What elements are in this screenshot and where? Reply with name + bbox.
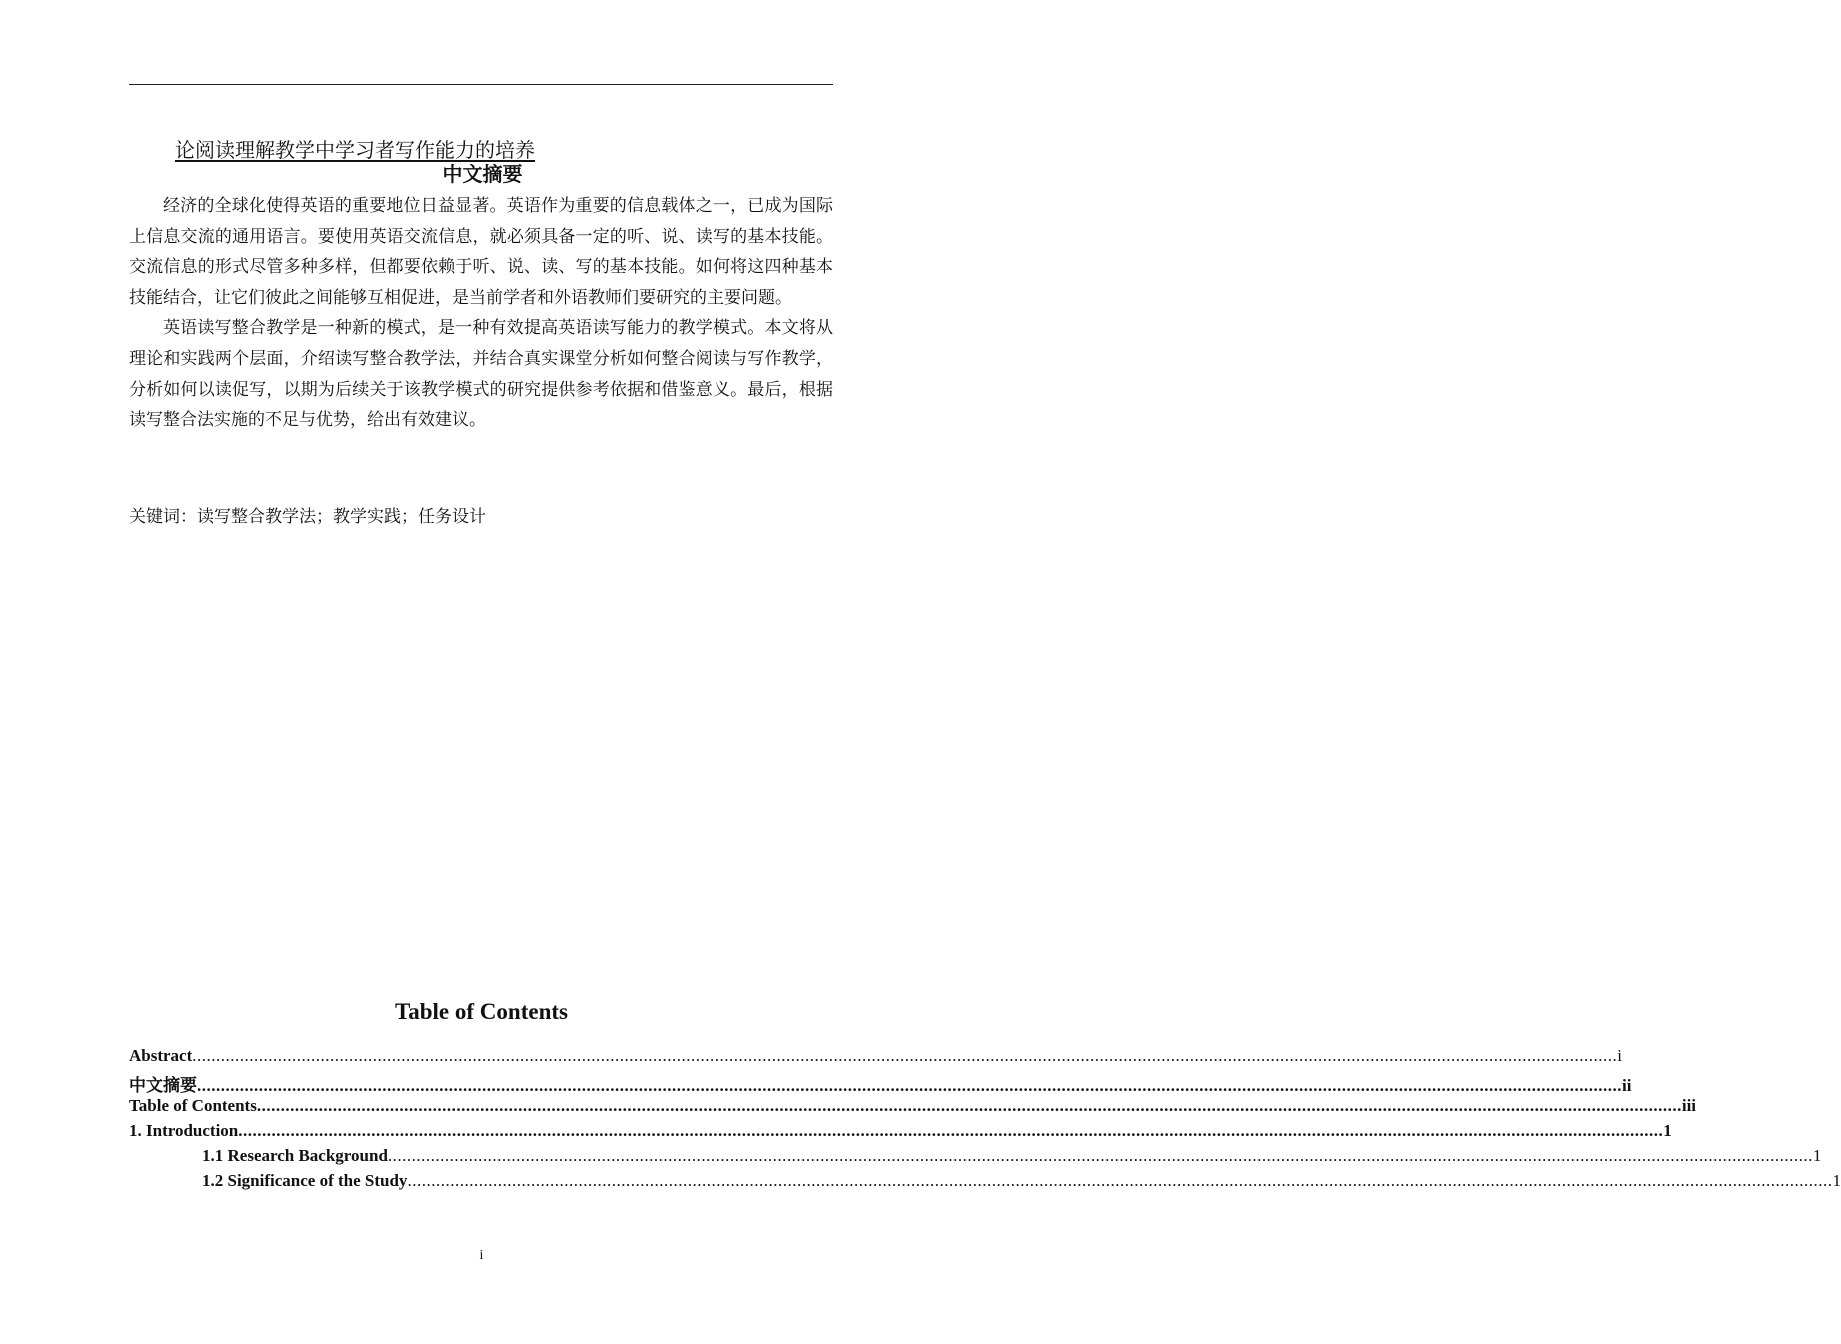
toc-entry-label: 1.1 Research Background — [202, 1146, 388, 1165]
toc-entry-page: i — [1617, 1046, 1622, 1065]
toc-entry-label: Table of Contents — [129, 1096, 257, 1115]
toc-entry-label: Abstract — [129, 1046, 193, 1065]
header-rule — [129, 84, 833, 85]
toc-entry-page: 1 — [1663, 1121, 1672, 1140]
toc-entry-label: 1.2 Significance of the Study — [202, 1171, 408, 1190]
toc-leader-dots: ............................................................................................................................................................................................................................................................................................................ — [238, 1121, 1664, 1140]
toc-entry-research-background[interactable] — [129, 1146, 1822, 1171]
toc-entry-label: 中文摘要 — [129, 1076, 197, 1096]
toc-leader-dots: ............................................................................................................................................................................................................................................................................................................ — [407, 1171, 1833, 1190]
abstract-body — [129, 191, 833, 436]
toc-title: Table of Contents — [395, 999, 568, 1024]
abstract-paragraph: 英语读写整合教学是一种新的模式，是一种有效提高英语读写能力的教学模式。本文将从理论和实践两个层面，介绍读写整合教学法，并结合真实课堂分析如何整合阅读与写作教学，分析如何以读促写，以期为后续关于该教学模式的研究提供参考依据和借鉴意义。最后，根据读写整合法实施的不足与优势，给出有效建议。 — [129, 318, 833, 431]
toc-entry-chinese-abstract[interactable] — [129, 1071, 1632, 1096]
abstract-heading: 中文摘要 — [442, 162, 523, 186]
toc-leader-dots: ............................................................................................................................................................................................................................................................................................................ — [192, 1046, 1618, 1065]
toc-entry-introduction[interactable] — [129, 1121, 1672, 1146]
toc-leader-dots: ............................................................................................................................................................................................................................................................................................................ — [387, 1146, 1813, 1165]
toc-entry-table-of-contents[interactable] — [129, 1096, 1697, 1121]
toc-entry-page: iii — [1681, 1096, 1697, 1115]
toc-list — [129, 1046, 1841, 1196]
page-number: i — [479, 1248, 484, 1263]
toc-entry-significance[interactable] — [129, 1171, 1841, 1196]
keywords-line: 关键词：读写整合教学法；教学实践；任务设计 — [129, 507, 486, 527]
toc-entry-page: 1 — [1832, 1171, 1841, 1190]
toc-leader-dots: ............................................................................................................................................................................................................................................................................................................ — [197, 1076, 1622, 1095]
toc-entry-page: 1 — [1812, 1146, 1822, 1165]
document-title: 论阅读理解教学中学习者写作能力的培养 — [175, 138, 535, 162]
abstract-paragraph: 经济的全球化使得英语的重要地位日益显著。英语作为重要的信息载体之一，已成为国际上信息交流的通用语言。要使用英语交流信息，就必须具备一定的听、说、读写的基本技能。交流信息的形式尽管多种多样，但都要依赖于听、说、读、写的基本技能。如何将这四种基本技能结合，让它们彼此之间能够互相促进，是当前学者和外语教师们要研究的主要问题。 — [129, 196, 833, 308]
toc-entry-label: 1. Introduction — [129, 1121, 239, 1140]
toc-entry-page: ii — [1622, 1076, 1632, 1095]
toc-entry-abstract[interactable] — [129, 1046, 1622, 1071]
toc-leader-dots: ............................................................................................................................................................................................................................................................................................................ — [256, 1096, 1682, 1115]
